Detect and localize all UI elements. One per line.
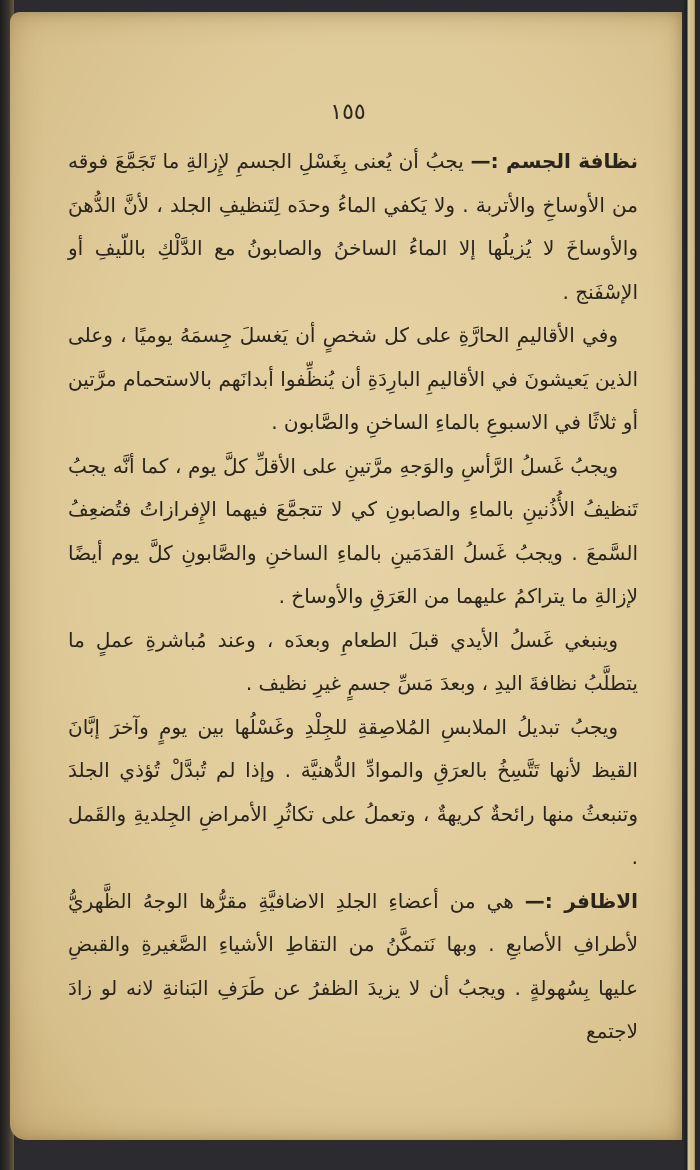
paragraph-text: ويجبُ تبديلُ الملابسِ المُلاصِقةِ للجِلْدِ وغَسْلُها بين يومٍ وآخرَ إبَّانَ القيظ لأنها تَتَّسِخُ بالعرَقِ والموادِّ الدُّهنيَّة . وإذا لم تُبدَّلْ تُؤذي الجلدَ وتنبعثُ منها رائحةٌ كريهةٌ ، وتعملُ على تكاثُرِ الأمراضِ الجِلديةِ والقَمل . [68,714,638,869]
paragraph-head-face-feet [68,445,638,619]
paragraph-body-cleanliness [68,140,638,314]
book-page [10,12,686,1140]
paragraph-text: هي من أعضاءِ الجلدِ الاضافيَّةِ مقرُّها الوجهُ الظَّهريُّ لأطرافِ الأصابعِ . وبها نَتمكَّنُ من التقاطِ الأشياءِ الصَّغيرةِ والقبضِ عليها بِسُهولةٍ . ويجبُ أن لا يزيدَ الظفرُ عن طَرَفِ البَنانةِ لانه لو زادَ لاجتمع [68,888,638,1043]
body-text [68,140,638,1054]
page-number: ١٥٥ [330,100,366,125]
section-heading: الاظافر :— [524,888,638,913]
paragraph-clothes [68,706,638,880]
paragraph-text: وينبغي غَسلُ الأيدي قبلَ الطعامِ وبعدَه ، وعند مُباشرةِ عملٍ ما يتطلَّبُ نظافةَ اليدِ ، وبعدَ مَسِّ جسمٍ غيرِ نظيف . [68,627,638,695]
paragraph-text: ويجبُ غَسلُ الرَّأسِ والوَجهِ مرَّتينِ على الأقلِّ كلَّ يوم ، كما أنَّه يجبُ تَنظيفُ الأُذُنينِ بالماءِ والصابونِ كي لا تتجمَّعَ فيهما الإِفرازاتُ فتُضعِفُ السَّمعَ . ويجبُ غَسلُ القدَمَينِ بالماءِ الساخنِ والصَّابونِ كلَّ يوم أيضًا لإزالةِ ما يتراكمُ عليهما من العَرَقِ والأوساخ . [68,453,638,608]
paragraph-nails [68,880,638,1054]
book-right-edge [682,0,700,1170]
section-heading: نظافة الجسم :— [470,149,638,173]
paragraph-text: يجبُ أن يُعنى بِغَسْلِ الجسمِ لإِزالةِ ما تَجَمَّعَ فوقه من الأوساخِ والأتربة . ولا يَكفي الماءُ وحدَه لِتَنظيفِ الجلد ، لأنَّ الدُّهنَ والأوساخَ لا يُزيلُها إلا الماءُ الساخنُ والصابونُ مع الدَّلْكِ باللّيفِ أو الإسْفَنج . [68,149,638,304]
paragraph-text: وفي الأقاليمِ الحارَّةِ على كل شخصٍ أن يَغسلَ جِسمَهُ يوميًا ، وعلى الذين يَعيشونَ في الأقاليمِ البارِدَةِ أن يُنظِّفوا أبدانَهم بالاستحمام مرَّتين أو ثلاثًا في الاسبوعِ بالماءِ الساخنِ والصَّابون . [68,323,638,434]
paragraph-climates [68,314,638,445]
paragraph-hands [68,619,638,706]
